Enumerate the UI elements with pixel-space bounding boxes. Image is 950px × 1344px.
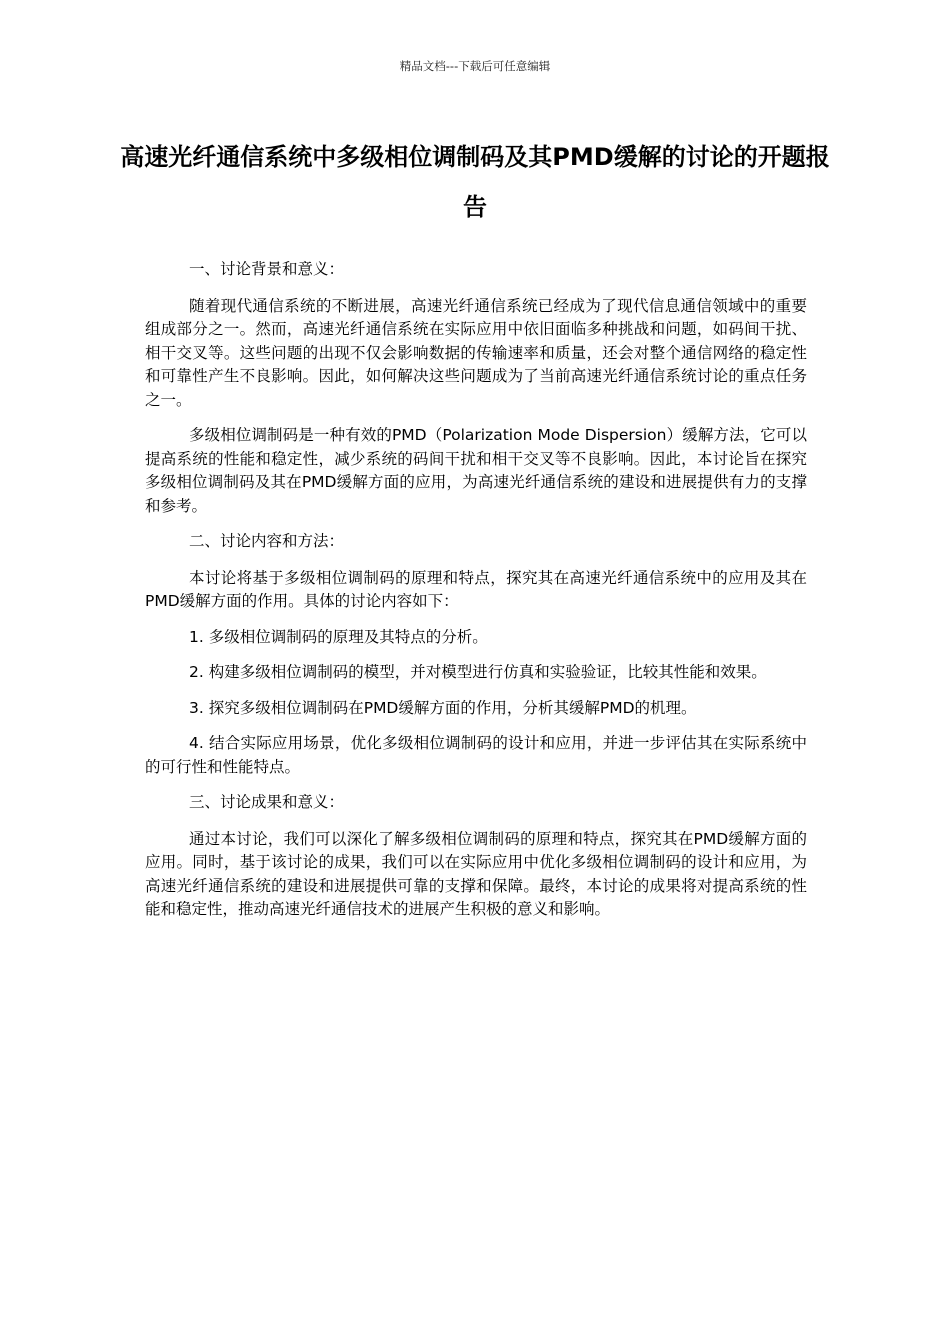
section-heading-results: 三、讨论成果和意义：: [189, 793, 345, 811]
list-item-2: 2. 构建多级相位调制码的模型，并对模型进行仿真和实验验证，比较其性能和效果。: [189, 663, 767, 681]
paragraph-results: 通过本讨论，我们可以深化了解多级相位调制码的原理和特点，探究其在PMD缓解方面的应用。同时，基于该讨论的成果，我们可以在实际应用中优化多级相位调制码的设计和应用，为高速光纤通信系统的建设和进展提供可靠的支撑和保障。最终，本讨论的成果将对提高系统的性能和稳定性，推动高速光纤通信技术的进展产生积极的意义和影响。: [145, 829, 807, 918]
document-title: 高速光纤通信系统中多级相位调制码及其PMD缓解的讨论的开题报告: [120, 143, 830, 221]
paragraph-background-1: 随着现代通信系统的不断进展，高速光纤通信系统已经成为了现代信息通信领域中的重要组成部分之一。然而，高速光纤通信系统在实际应用中依旧面临多种挑战和问题，如码间干扰、相干交叉等。这些问题的出现不仅会影响数据的传输速率和质量，还会对整个通信网络的稳定性和可靠性产生不良影响。因此，如何解决这些问题成为了当前高速光纤通信系统讨论的重点任务之一。: [145, 296, 807, 409]
document-body: [145, 258, 807, 934]
list-item-4: 4. 结合实际应用场景，优化多级相位调制码的设计和应用，并进一步评估其在实际系统中的可行性和性能特点。: [145, 734, 807, 776]
paragraph-content-intro: 本讨论将基于多级相位调制码的原理和特点，探究其在高速光纤通信系统中的应用及其在PMD缓解方面的作用。具体的讨论内容如下：: [145, 568, 807, 610]
paragraph-background-2: 多级相位调制码是一种有效的PMD（Polarization Mode Dispersion）缓解方法，它可以提高系统的性能和稳定性，减少系统的码间干扰和相干交叉等不良影响。因此，本讨论旨在探究多级相位调制码及其在PMD缓解方面的应用，为高速光纤通信系统的建设和进展提供有力的支撑和参考。: [145, 426, 807, 515]
section-heading-background: 一、讨论背景和意义：: [189, 260, 345, 278]
list-item-3: 3. 探究多级相位调制码在PMD缓解方面的作用，分析其缓解PMD的机理。: [189, 698, 697, 717]
list-item-1: 1. 多级相位调制码的原理及其特点的分析。: [189, 627, 488, 646]
section-heading-content: 二、讨论内容和方法：: [189, 532, 345, 550]
header-note: 精品文档---下载后可任意编辑: [399, 59, 551, 73]
